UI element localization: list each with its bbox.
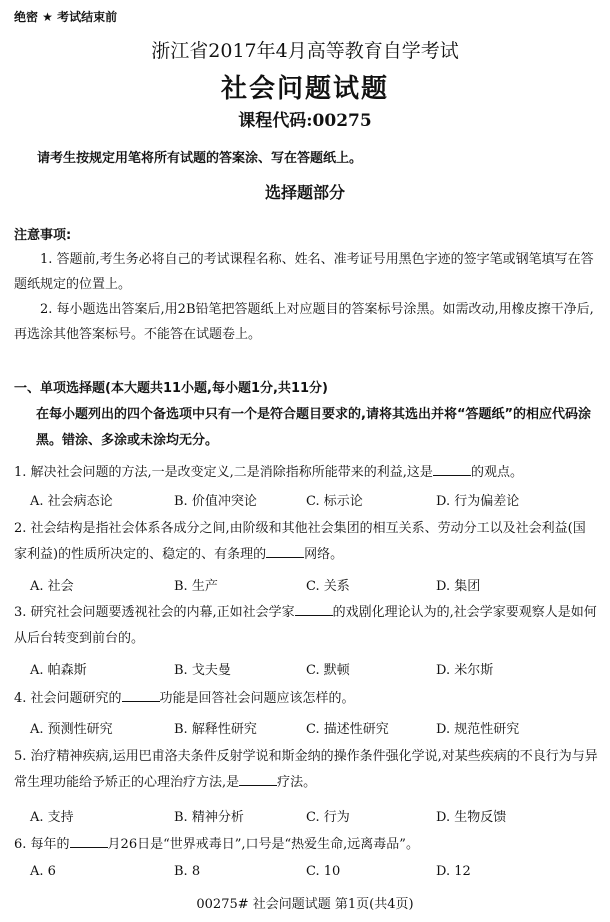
question-2 (14, 516, 598, 568)
question-4 (14, 686, 598, 712)
question-6 (14, 832, 598, 858)
question-text: 6. 每年的 (14, 837, 70, 852)
answer-blank (433, 461, 471, 476)
exam-title: 浙江省2017年4月高等教育自学考试 (151, 40, 459, 62)
option-d: D. 12 (436, 864, 471, 879)
option-c: C. 关系 (306, 579, 350, 594)
question-text: 4. 社会问题研究的 (14, 691, 122, 706)
option-c: C. 行为 (306, 810, 350, 825)
options-2 (30, 575, 590, 597)
option-c: C. 10 (306, 864, 341, 879)
option-d: D. 行为偏差论 (436, 494, 520, 509)
question-1 (14, 460, 598, 486)
options-6 (30, 864, 590, 886)
option-a: A. 支持 (30, 810, 74, 825)
question-text-tail: 疗法。 (277, 775, 317, 790)
option-b: B. 生产 (174, 579, 218, 594)
notice-item-1: 1. 答题前,考生务必将自己的考试课程名称、姓名、准考证号用黑色字迹的签字笔或钢笔填写在答题纸规定的位置上。 (14, 252, 594, 292)
question-text: 5. 治疗精神疾病,运用巴甫洛夫条件反射学说和斯金纳的操作条件强化学说,对某些疾病的不良行为与异常生理功能给予矫正的心理治疗方法,是 (14, 749, 598, 790)
option-a: A. 帕森斯 (30, 663, 87, 678)
question-text: 3. 研究社会问题要透视社会的内幕,正如社会学家 (14, 605, 295, 620)
option-b: B. 戈夫曼 (174, 663, 231, 678)
option-d: D. 集团 (436, 579, 481, 594)
option-d: D. 规范性研究 (436, 722, 520, 737)
answer-blank (70, 833, 108, 848)
section-title: 选择题部分 (264, 183, 345, 202)
option-a: A. 预测性研究 (30, 722, 113, 737)
option-a: A. 6 (30, 864, 56, 879)
part-description: 在每小题列出的四个备选项中只有一个是符合题目要求的,请将其选出并将“答题纸”的相应代码涂黑。错涂、多涂或未涂均无分。 (36, 407, 592, 448)
option-c: C. 描述性研究 (306, 722, 389, 737)
answer-blank (239, 771, 277, 786)
answer-blank (122, 687, 160, 702)
question-text-tail: 的观点。 (470, 465, 523, 480)
options-3 (30, 659, 590, 681)
option-d: D. 米尔斯 (436, 663, 494, 678)
answer-instruction: 请考生按规定用笔将所有试题的答案涂、写在答题纸上。 (37, 151, 363, 166)
option-b: B. 价值冲突论 (174, 494, 257, 509)
question-text: 2. 社会结构是指社会体系各成分之间,由阶级和其他社会集团的相互关系、劳动分工以及社会利益(国家利益)的性质所决定的、稳定的、有条理的 (14, 521, 586, 562)
notice-item-2: 2. 每小题选出答案后,用2B铅笔把答题纸上对应题目的答案标号涂黑。如需改动,用橡皮擦干净后,再选涂其他答案标号。不能答在试题卷上。 (14, 302, 594, 342)
option-a: A. 社会病态论 (30, 494, 113, 509)
question-5 (14, 744, 598, 796)
subject-title: 社会问题试题 (220, 74, 389, 104)
option-b: B. 解释性研究 (174, 722, 257, 737)
answer-blank (295, 601, 333, 616)
option-b: B. 8 (174, 864, 201, 879)
question-text-tail: 的戏剧化理论认为的,社会学家要观察人是如何从后台转变到前台的。 (14, 605, 597, 646)
options-4 (30, 718, 590, 740)
option-d: D. 生物反馈 (436, 810, 507, 825)
course-code: 课程代码:00275 (238, 111, 372, 131)
question-text-tail: 月26日是“世界戒毒日”,口号是“热爱生命,远离毒品”。 (107, 837, 419, 852)
page-footer: 00275# 社会问题试题 第1页(共4页) (196, 897, 414, 912)
option-b: B. 精神分析 (174, 810, 244, 825)
option-c: C. 默顿 (306, 663, 350, 678)
options-5 (30, 806, 590, 828)
part-title: 一、单项选择题(本大题共11小题,每小题1分,共11分) (14, 381, 328, 396)
question-text: 1. 解决社会问题的方法,一是改变定义,二是消除指称所能带来的利益,这是 (14, 465, 433, 480)
option-c: C. 标示论 (306, 494, 363, 509)
options-1 (30, 490, 590, 512)
question-text-tail: 网络。 (304, 547, 344, 562)
option-a: A. 社会 (30, 579, 74, 594)
question-text-tail: 功能是回答社会问题应该怎样的。 (159, 691, 355, 706)
confidential-mark: 绝密 ★ 考试结束前 (14, 10, 118, 24)
answer-blank (266, 543, 304, 558)
question-3 (14, 600, 598, 652)
notice-title: 注意事项: (14, 228, 72, 243)
